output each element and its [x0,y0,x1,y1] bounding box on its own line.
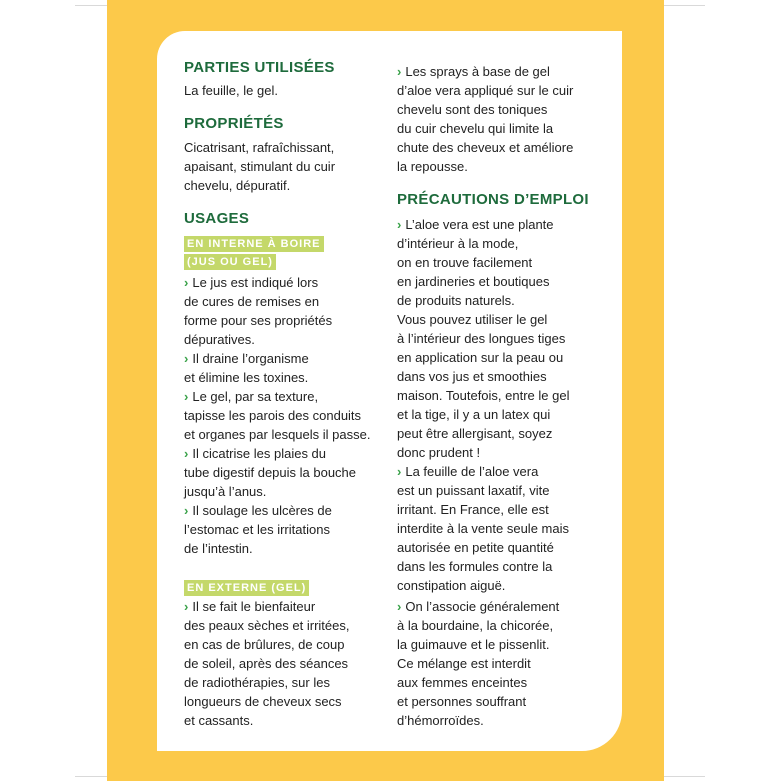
chevron-right-icon: › [184,599,189,614]
list-item: › La feuille de l’aloe vera [397,464,539,479]
text-line: tube digestif depuis la bouche [184,465,357,480]
chevron-right-icon: › [397,599,402,614]
text-line: de cures de remises en [184,294,320,309]
text-line: d’intérieur à la mode, [397,236,519,251]
list-item: › Il cicatrise les plaies du [184,446,327,461]
proprietes-line: apaisant, stimulant du cuir [184,159,336,174]
text-line: chute des cheveux et améliore [397,140,574,155]
text-line: et cassants. [184,713,254,728]
text-line: et élimine les toxines. [184,370,309,385]
proprietes-line: Cicatrisant, rafraîchissant, [184,140,335,155]
text-line: l’estomac et les irritations [184,522,330,537]
proprietes-line: chevelu, dépuratif. [184,178,291,193]
text-line: longueurs de cheveux secs [184,694,342,709]
chevron-right-icon: › [184,389,189,404]
text-line: la guimauve et le pissenlit. [397,637,550,652]
text-line: aux femmes enceintes [397,675,528,690]
text-line: d’hémorroïdes. [397,713,484,728]
list-item: › Il soulage les ulcères de [184,503,332,518]
text-line: forme pour ses propriétés [184,313,333,328]
list-item: › On l’associe généralement [397,599,560,614]
text-line: en cas de brûlures, de coup [184,637,345,652]
text-line: irritant. En France, elle est [397,502,549,517]
text-line: on en trouve facilement [397,255,533,270]
list-item: › Il se fait le bienfaiteur [184,599,316,614]
chevron-right-icon: › [184,351,189,366]
text-line: et personnes souffrant [397,694,527,709]
heading-parties: PARTIES UTILISÉES [184,59,335,76]
list-item: › Les sprays à base de gel [397,64,550,79]
heading-precautions: PRÉCAUTIONS D’EMPLOI [397,191,589,208]
text-line: dépuratives. [184,332,255,347]
list-item: › Il draine l’organisme [184,351,309,366]
text-line: Ce mélange est interdit [397,656,531,671]
text-line: chevelu sont des toniques [397,102,548,117]
chevron-right-icon: › [397,64,402,79]
text-line: maison. Toutefois, entre le gel [397,388,570,403]
text-line: d’aloe vera appliqué sur le cuir [397,83,574,98]
text-line: des peaux sèches et irritées, [184,618,350,633]
text-line: de radiothérapies, sur les [184,675,330,690]
text-line: à la bourdaine, la chicorée, [397,618,554,633]
parties-text: La feuille, le gel. [184,83,278,98]
text-line: et la tige, il y a un latex qui [397,407,551,422]
text-line: la repousse. [397,159,468,174]
text-line: de l’intestin. [184,541,253,556]
chevron-right-icon: › [184,275,189,290]
text-line: du cuir chevelu qui limite la [397,121,554,136]
text-line: dans les formules contre la [397,559,553,574]
heading-proprietes: PROPRIÉTÉS [184,115,284,132]
text-line: de produits naturels. [397,293,515,308]
text-line: et organes par lesquels il passe. [184,427,371,442]
chevron-right-icon: › [184,503,189,518]
text-line: autorisée en petite quantité [397,540,554,555]
heading-usages: USAGES [184,210,250,227]
chevron-right-icon: › [184,446,189,461]
text-line: dans vos jus et smoothies [397,369,547,384]
list-item: › Le gel, par sa texture, [184,389,319,404]
text-line: est un puissant laxatif, vite [397,483,550,498]
text-line: interdite à la vente seule mais [397,521,569,536]
text-line: donc prudent ! [397,445,481,460]
text-line: Vous pouvez utiliser le gel [397,312,548,327]
text-line: jusqu’à l’anus. [184,484,267,499]
text-line: peut être allergisant, soyez [397,426,553,441]
chevron-right-icon: › [397,464,402,479]
text-line: constipation aiguë. [397,578,506,593]
list-item: › Le jus est indiqué lors [184,275,319,290]
text-line: de soleil, après des séances [184,656,349,671]
tag-interne-2: (JUS OU GEL) [184,254,276,270]
tag-externe: EN EXTERNE (GEL) [184,580,309,596]
text-line: en application sur la peau ou [397,350,564,365]
content-card [157,31,622,751]
text-line: tapisse les parois des conduits [184,408,362,423]
list-item: › L’aloe vera est une plante [397,217,554,232]
text-line: en jardineries et boutiques [397,274,550,289]
text-line: à l’intérieur des longues tiges [397,331,566,346]
chevron-right-icon: › [397,217,402,232]
tag-interne: EN INTERNE À BOIRE [184,236,324,252]
